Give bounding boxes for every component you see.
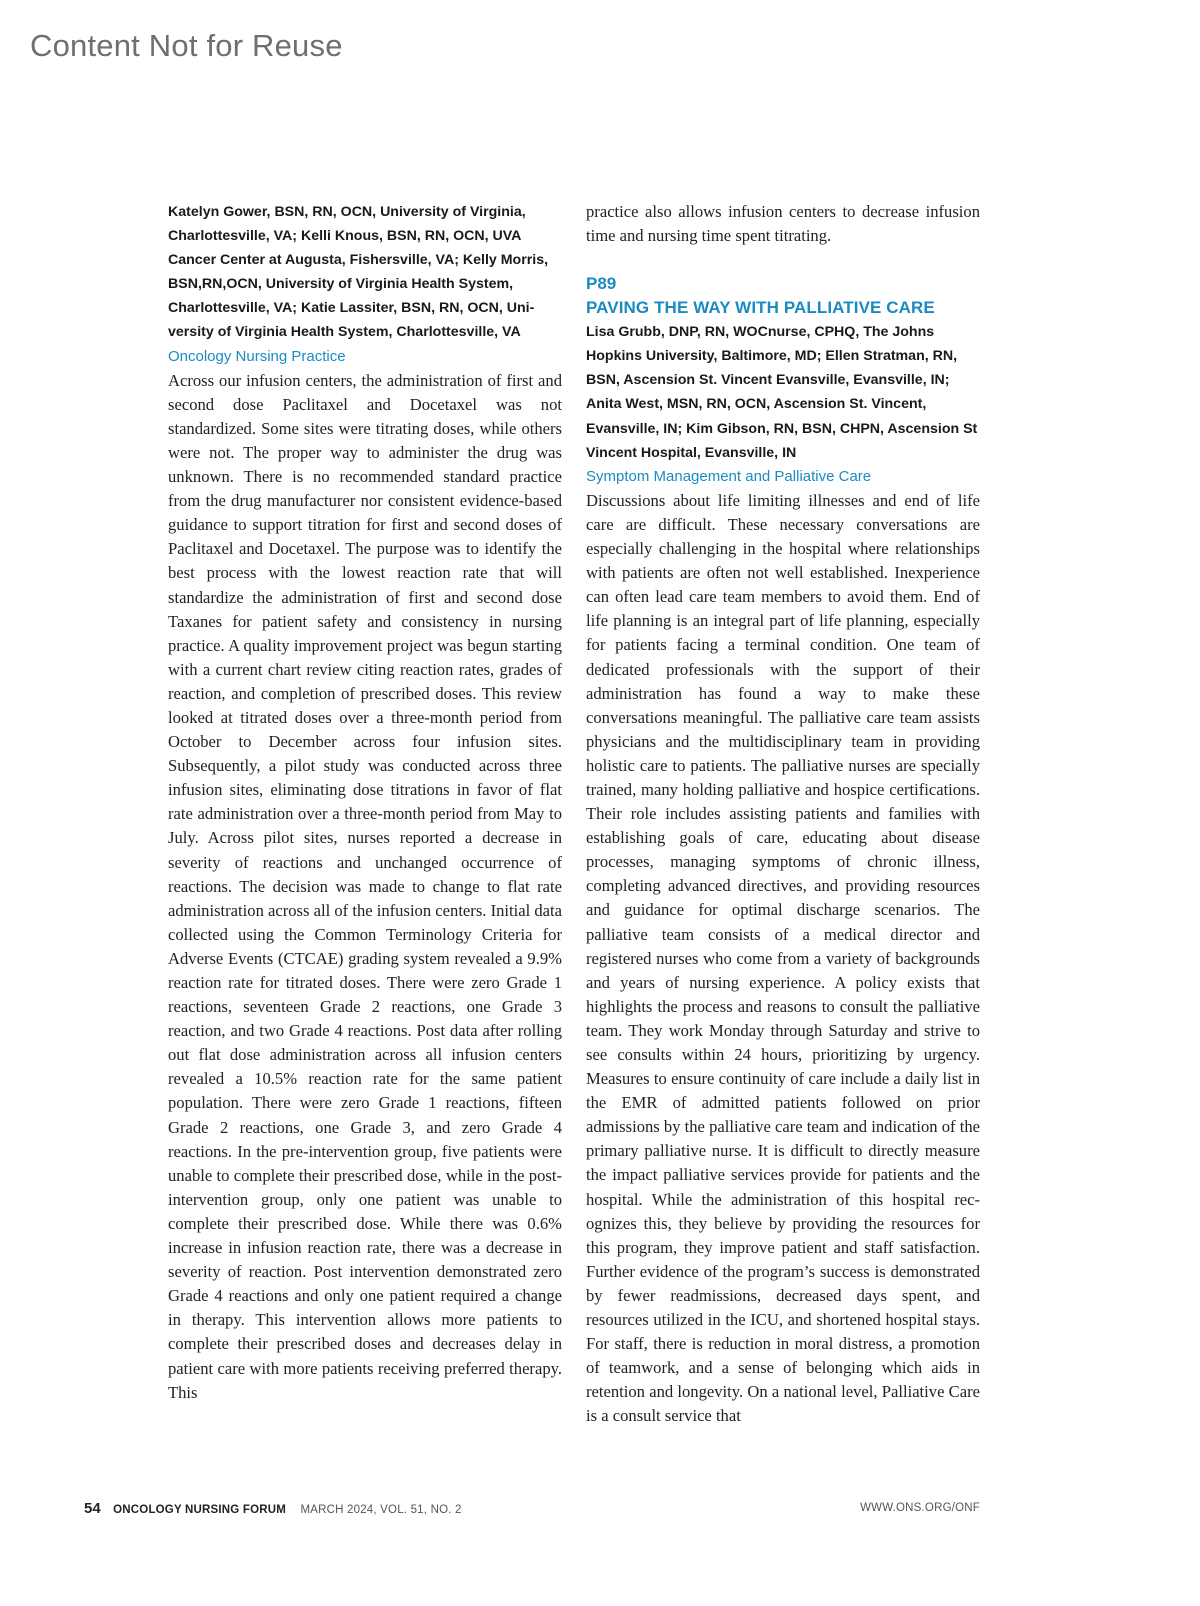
abstract-title: PAVING THE WAY WITH PALLIATIVE CARE [586,298,935,318]
watermark: Content Not for Reuse [30,28,343,63]
left-column [168,200,562,1405]
right-column [586,200,980,1429]
abstract-authors: Lisa Grubb, DNP, RN, WOCnurse, CPHQ, The Johns Hopkins University, Baltimore, MD; Ellen Stratman, RN, BSN, Ascension St. Vincent Evansville, Evansville, IN; Anita West, MSN, RN, OCN, Ascension St. Vincent, Evansville, IN; Kim Gibson, RN, BSN, CHPN, Ascension St Vincent Hospital, Evansville, IN [586,324,978,461]
page-footer [84,1500,980,1520]
abstract-id: P89 [586,274,617,294]
abstract-authors: Katelyn Gower, BSN, RN, OCN, University of Virginia, Charlottesville, VA; Kelli Knous, BSN, RN, OCN, UVA Cancer Center at Augusta, Fishersville, VA; Kelly Morris, BSN,RN,OCN, University of Virginia Health System, Charlottesville, VA; Katie Lassiter, BSN, RN, OCN, University of Virginia Health System, Charlottesville, VA [168,204,549,341]
abstract-category: Symptom Management and Palliative Care [586,467,872,485]
abstract-category: Oncology Nursing Practice [168,347,346,365]
abstract-continuation: practice also allows infusion centers to decrease infusion time and nursing time spent titrating. [586,202,980,246]
issue-info: MARCH 2024, VOL. 51, NO. 2 [300,1504,462,1516]
page-number: 54 [84,1500,101,1517]
abstract-body: Across our infusion centers, the administration of first and second dose Paclitaxel and Docetaxel was not standardized. Some sites were titrating doses, while others were not. The proper way to administer the drug was unknown. There is no recommended standard practice from the drug manufacturer nor consistent evidence-based guidance to support titration for first and second doses of Paclitaxel and Docetaxel. The purpose was to identify the best process with the lowest reaction rate that will standardize the administration of first and second dose Taxanes for patient safety and consistency in nursing practice. A quality improvement project was begun starting with a current chart review citing reaction rates, grades of reaction, and completion of prescribed doses. This review looked at titrated doses over a three-month period from October to December across four infusion sites. Subsequently, a pilot study was conducted across three infusion sites, eliminating dose titrations in favor of flat rate administration over a three-month period from May to July. Across pilot sites, nurses reported a decrease in severity of reactions and unchanged occurrence of reactions. The decision was made to change to flat rate administration across all of the infusion centers. Initial data collected using the Common Terminology Criteria for Adverse Events (CTCAE) grading system revealed a 9.9% reaction rate for titrated doses. There were zero Grade 1 reactions, seventeen Grade 2 reactions, one Grade 3 reaction, and two Grade 4 reactions. Post data after rolling out flat dose administration across all infusion centers revealed a 10.5% reaction rate for the same patient population. There were zero Grade 1 reactions, fifteen Grade 2 reactions, one Grade 3, and zero Grade 4 reactions. In the pre-intervention group, five patients were unable to complete their prescribed dose, while in the post-intervention group, only one patient was unable to complete their prescribed dose. While there was 0.6% increase in infusion reaction rate, there was a decrease in severity of reaction. Post intervention demonstrated zero Grade 4 reactions and only one patient required a change in therapy. This intervention allows more patients to complete their prescribed doses and decreases delay in patient care with more patients receiving preferred therapy. This [168,370,562,1402]
journal-url: WWW.ONS.ORG/ONF [860,1502,980,1514]
journal-name: ONCOLOGY NURSING FORUM [113,1504,286,1516]
abstract-body: Discussions about life limiting illnesses and end of life care are difficult. These necessary conversations are especially challenging in the hospital where relationships with patients are often not well established. Inexperience can often lead care team members to avoid them. End of life planning is an integral part of life planning, especially for patients facing a terminal condition. One team of dedicated professionals with the support of their administration has found a way to make these conversations meaningful. The palliative care team assists physicians and the multidisciplinary team in providing holistic care to patients. The palliative nurses are specially trained, many holding palliative and hospice certifications. Their role includes assisting patients and families with establishing goals of care, educating about disease processes, managing symptoms of chronic illness, completing advanced directives, and providing resources and guidance for optimal discharge scenarios. The palliative team consists of a medical director and registered nurses who come from a variety of backgrounds and years of nursing experience. A policy exists that highlights the process and reasons to consult the palliative team. They work Monday through Saturday and strive to see consults within 24 hours, prioritizing by urgency. Measures to ensure continuity of care include a daily list in the EMR of admitted patients followed on prior admissions by the palliative care team and indication of the primary palliative nurse. It is difficult to directly measure the impact palliative services provide for patients and the hospital. While the administration of this hospital recognizes this, they believe by providing the resources for this program, they improve patient and staff satisfaction. Further evidence of the program’s success is demonstrated by fewer readmissions, decreased days spent, and resources utilized in the ICU, and shortened hospital stays. For staff, there is reduction in moral distress, a promotion of teamwork, and a sense of belonging which aids in retention and longevity. On a national level, Palliative Care is a consult service that [586,490,980,1426]
